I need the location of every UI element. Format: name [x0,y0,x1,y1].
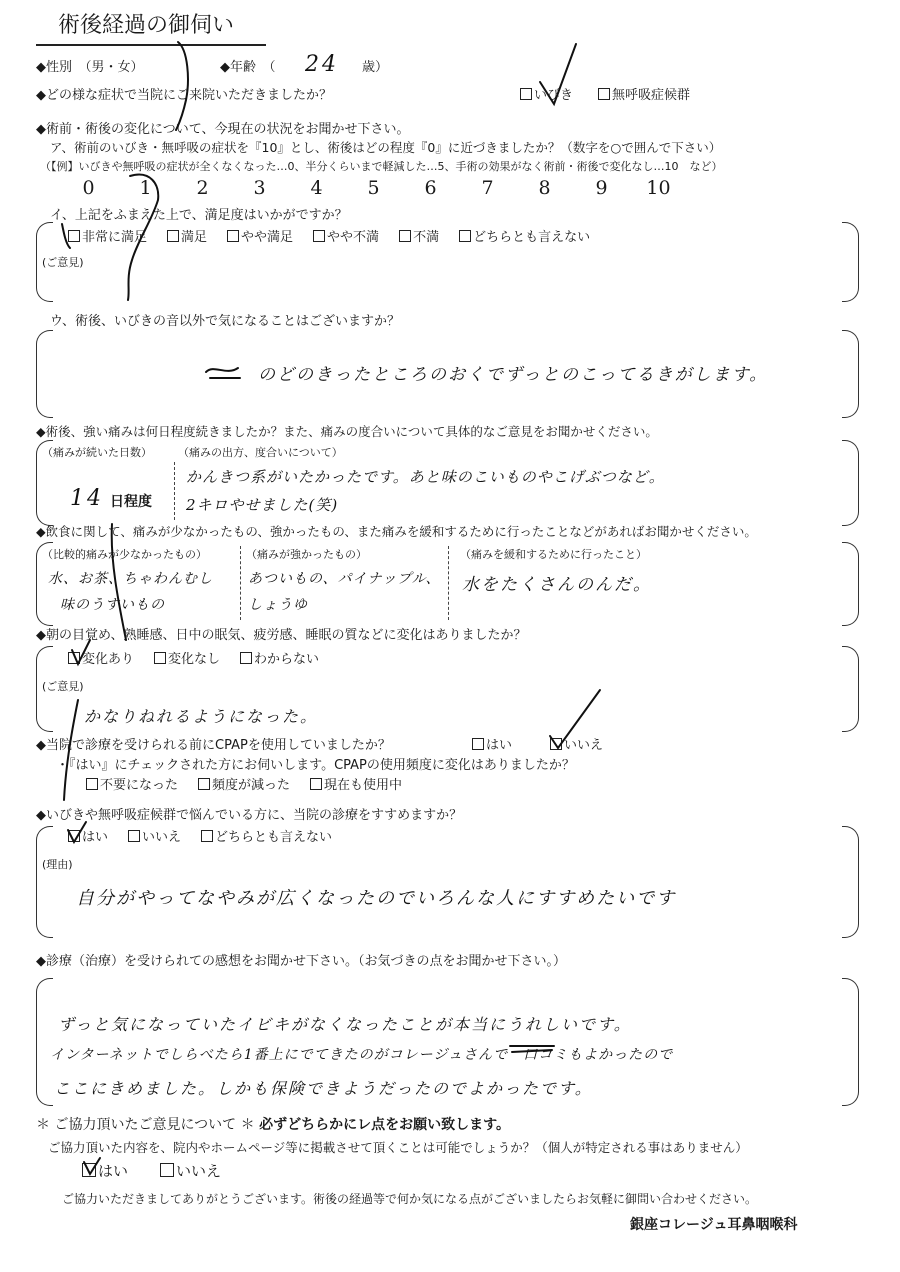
sleep-comment-label: (ご意見) [42,680,84,693]
food-less-answer-2: 味のうすいもの [60,597,165,613]
cpap-question: ◆当院で診療を受けられる前にCPAPを使用していましたか？ [36,738,391,753]
change-question: ◆術前・術後の変化について、今現在の状況をお聞かせ下さい。 [36,122,410,137]
page-title: 術後経過の御伺い [58,13,235,38]
pain-days-answer: 14 [70,486,104,511]
food-question: ◆飲食に関して、痛みが少なかったもの、強かったもの、また痛みを緩和するために行ったことなどがあればお聞かせください。 [36,524,757,539]
option-label: わからない [254,652,320,667]
age-question: ◆年齢 （ [220,60,276,75]
food-less-label: （比較的痛みが少なかったもの） [42,548,207,561]
option-label: はい [82,830,109,845]
option-label: 変化なし [168,652,221,667]
pain-degree-label: （痛みの出方、度合いについて） [178,446,343,459]
option-label: どちらとも言えない [215,830,333,845]
option-label: いいえ [564,738,604,753]
scale-4[interactable]: 4 [310,177,323,199]
food-strong-label: （痛みが強かったもの） [246,548,367,561]
option-label: いびき [534,88,574,103]
check-ibiki-mark [540,44,576,104]
coop-heading-2: 必ずどちらかにレ点をお願い致します。 [259,1117,510,1133]
circle-female-mark [176,42,188,130]
scale-10[interactable]: 10 [646,177,671,199]
scale-7[interactable]: 7 [481,177,494,199]
check-cpap-no-mark [550,690,600,748]
impression-answer-3: ここにきめました。しかも保険できようだったのでよかったです。 [54,1079,593,1098]
food-strong-answer-1: あついもの、パイナップル、 [248,571,441,587]
other-question: ウ、術後、いびきの音以外で気になることはございますか？ [50,314,400,329]
satisfaction-comment-label: (ご意見) [42,256,84,269]
sleep-answer: かなりねれるようになった。 [84,707,319,726]
option-label: どちらとも言えない [473,230,591,245]
option-label: 現在も使用中 [324,778,403,793]
pain-answer-2: 2キロやせました(笑) [186,496,339,514]
scale-0[interactable]: 0 [82,177,95,199]
reason-answer: 自分がやってなやみが広くなったのでいろんな人にすすめたいです [76,888,677,909]
option-label: はい [98,1162,129,1180]
impression-question: ◆診療（治療）を受けられての感想をお聞かせ下さい。（お気づきの点をお聞かせ下さい。） [36,954,566,969]
coop-question: ご協力頂いた内容を、院内やホームページ等に掲載させて頂くことは可能でしょうか？（個人が特定される事はありません） [48,1140,748,1155]
other-answer: のどのきったところのおくでずっとのこってるきがします。 [258,365,769,385]
strike-impression-mark [510,1046,554,1052]
age-suffix: 歳） [362,60,389,75]
impression-answer-1: ずっと気になっていたイビキがなくなったことが本当にうれしいです。 [58,1015,632,1034]
scale-8[interactable]: 8 [538,177,551,199]
recommend-question: ◆いびきや無呼吸症候群で悩んでいる方に、当院の診療をすすめますか？ [36,808,463,823]
food-strong-answer-2: しょうゆ [248,597,308,613]
check-sleep-mark [72,640,90,664]
scale-1[interactable]: 1 [139,177,152,199]
pain-stroke-mark [112,524,126,640]
scale-9[interactable]: 9 [595,177,608,199]
reason-label: (理由) [42,858,73,871]
sex-question: ◆性別 （男・女） [36,60,144,75]
option-label: やや不満 [327,230,380,245]
scale-5[interactable]: 5 [367,177,380,199]
sleep-question: ◆朝の目覚め、熟睡感、日中の眠気、疲労感、睡眠の質などに変化はありましたか？ [36,628,527,643]
strike-other-mark [206,368,240,378]
food-relief-label: （痛みを緩和するために行ったこと） [460,548,647,561]
sleep-line-mark [64,700,78,800]
food-relief-answer: 水をたくさんのんだ。 [462,575,652,595]
option-label: 頻度が減った [212,778,291,793]
pain-question: ◆術後、強い痛みは何日程度続きましたか？また、痛みの度合いについて具体的なご意見をお聞かせください。 [36,424,658,439]
age-answer: 24 [305,52,339,77]
check-recommend-yes-mark [68,822,86,842]
option-label: 不要になった [100,778,179,793]
check-coop-yes-mark [84,1158,100,1174]
satisfaction-question: イ、上記をふまえた上で、満足度はいかがですか？ [50,208,348,223]
coop-heading-1: ＊ ご協力頂いたご意見について ＊ [36,1117,255,1133]
coop-thanks: ご協力いただきましてありがとうございます。術後の経過等で何か気になる点がございましたらお気軽に御問い合わせください。 [62,1192,758,1206]
option-label: いいえ [142,830,182,845]
circle-scale-1-mark [128,175,158,300]
pain-days-suffix: 日程度 [110,494,152,510]
cpap-sub-question: ・『はい』にチェックされた方にお伺いします。CPAPの使用頻度に変化はありましたか？ [56,758,575,773]
clinic-name: 銀座コレージュ耳鼻咽喉科 [630,1217,798,1233]
food-less-answer-1: 水、お茶、ちゃわんむし [48,571,213,587]
option-label: 満足 [181,230,208,245]
option-label: 非常に満足 [82,230,148,245]
scale-6[interactable]: 6 [424,177,437,199]
option-label: 無呼吸症候群 [612,88,691,103]
symptom-question: ◆どの様な症状で当院にご来院いただきましたか？ [36,88,332,103]
change-example: （【例】いびきや無呼吸の症状が全くなくなった…0、半分くらいまで軽減した…5、手術の効果がなく術前・術後で変化なし…10 など） [40,160,723,173]
option-label: やや満足 [241,230,294,245]
change-question-a: ア、術前のいびき・無呼吸の症状を『10』とし、術後はどの程度『0』に近づきましたか？（数字を○で囲んで下さい） [50,140,722,155]
pain-answer-1: かんきつ系がいたかったです。あと味のこいものやこげぶつなど。 [186,468,665,486]
option-label: いいえ [176,1162,222,1180]
scale-2[interactable]: 2 [196,177,209,199]
scale-3[interactable]: 3 [253,177,266,199]
option-label: はい [486,738,513,753]
impression-answer-2: インターネットでしらべたら1番上にでてきたのがコレージュさんで 口コミもよかったので [50,1047,674,1063]
pain-days-label: （痛みが続いた日数） [42,446,152,459]
option-label: 不満 [413,230,440,245]
option-label: 変化あり [82,652,135,667]
check-satisfaction-mark [62,224,70,248]
